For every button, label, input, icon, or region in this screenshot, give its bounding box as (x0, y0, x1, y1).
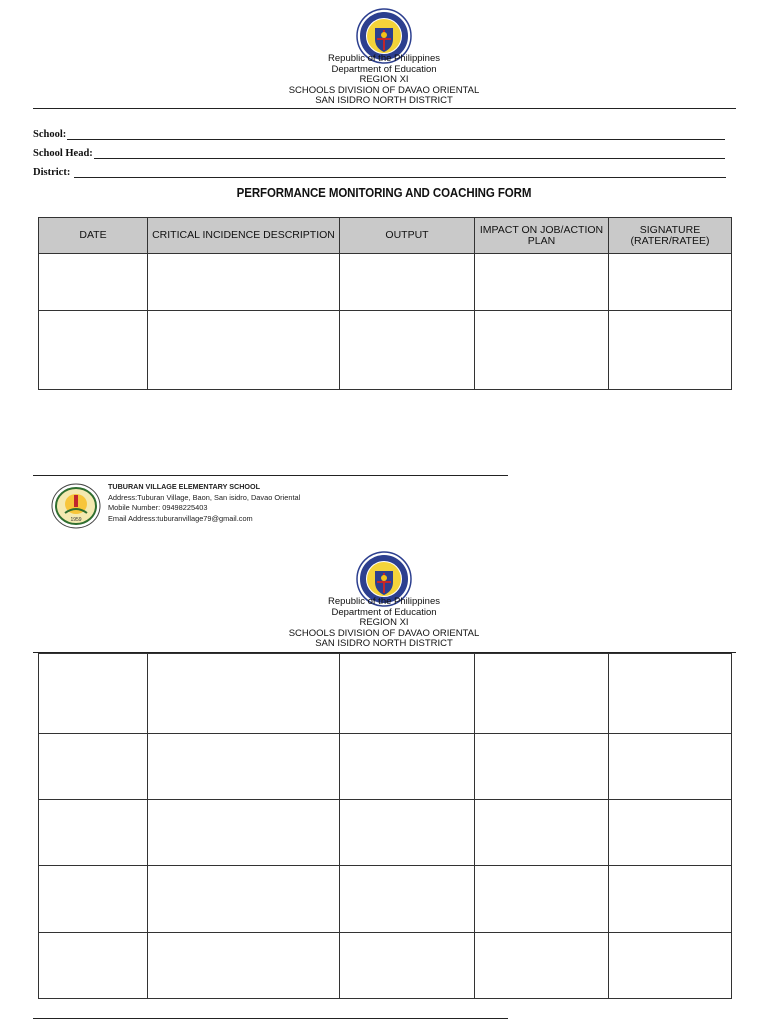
table-cell[interactable] (340, 311, 475, 390)
table-cell[interactable] (340, 933, 475, 999)
table-row (39, 933, 732, 999)
table-cell[interactable] (475, 933, 609, 999)
col-critical-incidence: CRITICAL INCIDENCE DESCRIPTION (148, 218, 340, 254)
header-line-4: SCHOOLS DIVISION OF DAVAO ORIENTAL (288, 84, 480, 96)
table-cell[interactable] (609, 933, 732, 999)
table-row (39, 654, 732, 734)
table-cell[interactable] (39, 734, 148, 800)
col-impact: IMPACT ON JOB/ACTION PLAN (475, 218, 609, 254)
header-line-2: Department of Education (331, 606, 437, 618)
table-row (39, 254, 732, 311)
table-cell[interactable] (39, 311, 148, 390)
school-address: Address:Tuburan Village, Baon, San isidro, Davao Oriental (108, 492, 301, 502)
table-cell[interactable] (148, 654, 340, 734)
table-cell[interactable] (609, 734, 732, 800)
table-cell[interactable] (475, 866, 609, 933)
col-output: OUTPUT (340, 218, 475, 254)
school-label: School: (33, 129, 67, 140)
table-cell[interactable] (340, 654, 475, 734)
header-line-2: Department of Education (331, 63, 437, 75)
table-cell[interactable] (39, 654, 148, 734)
school-name: TUBURAN VILLAGE ELEMENTARY SCHOOL (108, 482, 261, 491)
table-cell[interactable] (340, 254, 475, 311)
header-line-5: SAN ISIDRO NORTH DISTRICT (315, 95, 453, 106)
table-cell[interactable] (148, 866, 340, 933)
table-cell[interactable] (609, 866, 732, 933)
header-line-5: SAN ISIDRO NORTH DISTRICT (315, 638, 453, 649)
table-row (39, 311, 732, 390)
footer-rule (33, 1018, 508, 1019)
table-row (39, 734, 732, 800)
table-cell[interactable] (39, 933, 148, 999)
district-field[interactable] (33, 167, 726, 178)
school-head-field[interactable] (33, 148, 725, 159)
table-cell[interactable] (39, 254, 148, 311)
logo-year: 1959 (70, 517, 82, 523)
table-cell[interactable] (475, 800, 609, 866)
form-title: PERFORMANCE MONITORING AND COACHING FORM (236, 186, 532, 200)
header-line-4: SCHOOLS DIVISION OF DAVAO ORIENTAL (288, 627, 480, 639)
header-text-page-2 (0, 597, 768, 650)
table-cell[interactable] (148, 734, 340, 800)
school-mobile: Mobile Number: 09498225403 (108, 503, 208, 513)
school-logo (51, 483, 101, 529)
table-cell[interactable] (148, 933, 340, 999)
header-line-3: REGION XI (359, 617, 409, 628)
monitoring-table-continued (38, 653, 732, 999)
table-cell[interactable] (148, 800, 340, 866)
school-email[interactable]: Email Address:tuburanvillage79@gmail.com (108, 513, 253, 523)
monitoring-table (38, 217, 732, 390)
school-info (108, 482, 300, 524)
table-cell[interactable] (475, 254, 609, 311)
col-date: DATE (39, 218, 148, 254)
school-head-label: School Head: (33, 148, 93, 159)
table-cell[interactable] (340, 800, 475, 866)
district-label: District: (33, 167, 71, 178)
header-line-1: Republic of the Philippines (328, 596, 440, 607)
table-cell[interactable] (475, 734, 609, 800)
table-cell[interactable] (609, 254, 732, 311)
table-cell[interactable] (609, 800, 732, 866)
header-text (0, 54, 768, 107)
header-rule (33, 108, 736, 109)
table-cell[interactable] (39, 800, 148, 866)
table-cell[interactable] (148, 254, 340, 311)
header-line-3: REGION XI (359, 74, 409, 85)
table-cell[interactable] (340, 866, 475, 933)
header-line-1: Republic of the Philippines (328, 53, 440, 64)
table-row (39, 800, 732, 866)
table-cell[interactable] (609, 311, 732, 390)
col-signature: SIGNATURE (RATER/RATEE) (609, 218, 732, 254)
table-cell[interactable] (39, 866, 148, 933)
table-cell[interactable] (609, 654, 732, 734)
footer-rule (33, 475, 508, 476)
table-cell[interactable] (475, 654, 609, 734)
table-cell[interactable] (148, 311, 340, 390)
table-cell[interactable] (340, 734, 475, 800)
table-row (39, 866, 732, 933)
table-cell[interactable] (475, 311, 609, 390)
school-field[interactable] (33, 129, 725, 140)
